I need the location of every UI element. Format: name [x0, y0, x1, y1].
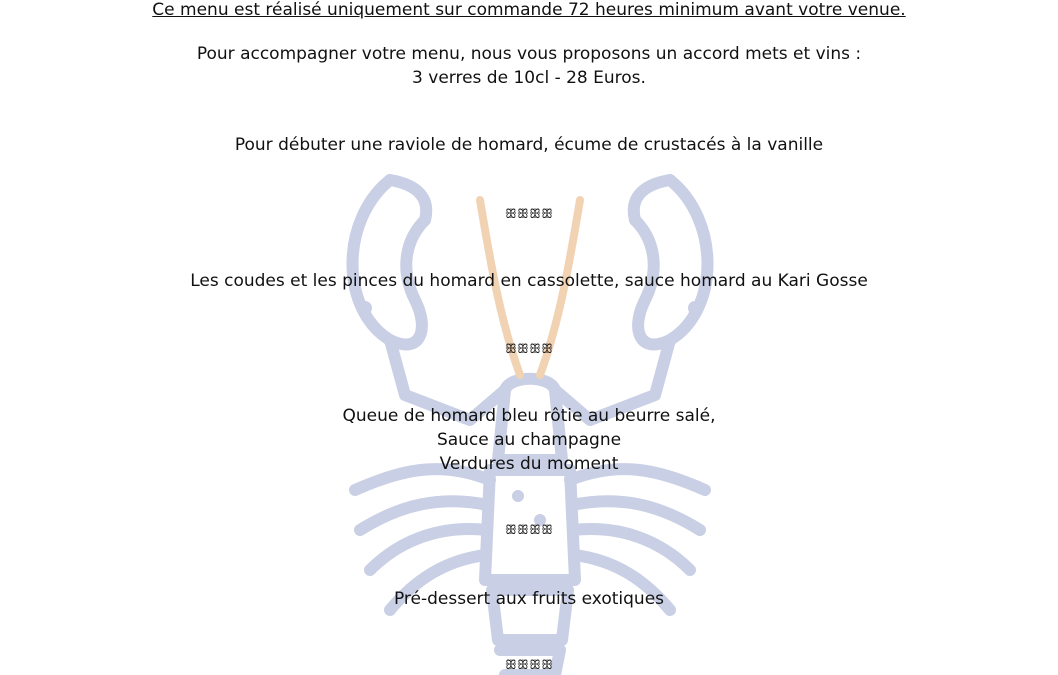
wine-pairing-line-1: Pour accompagner votre menu, nous vous proposons un accord mets et vins : — [196, 44, 862, 64]
ornament-divider-icon: ꕥꕥꕥꕥ — [504, 207, 554, 222]
order-notice: Ce menu est réalisé uniquement sur commande 72 heures minimum avant votre venue. — [152, 0, 906, 20]
course-second: Les coudes et les pinces du homard en cassolette, sauce homard au Kari Gosse — [190, 271, 868, 291]
course-starter: Pour débuter une raviole de homard, écume de crustacés à la vanille — [234, 135, 824, 155]
ornament-divider-icon: ꕥꕥꕥꕥ — [504, 523, 554, 538]
ornament-divider-icon: ꕥꕥꕥꕥ — [504, 658, 554, 673]
ornament-divider-icon: ꕥꕥꕥꕥ — [504, 342, 554, 357]
wine-pairing-line-2: 3 verres de 10cl - 28 Euros. — [412, 68, 646, 88]
course-main-line-3: Verdures du moment — [439, 454, 619, 474]
course-main-line-1: Queue de homard bleu rôtie au beurre salé, — [342, 406, 716, 426]
course-pre-dessert: Pré-dessert aux fruits exotiques — [393, 589, 665, 609]
course-main-line-2: Sauce au champagne — [436, 430, 622, 450]
